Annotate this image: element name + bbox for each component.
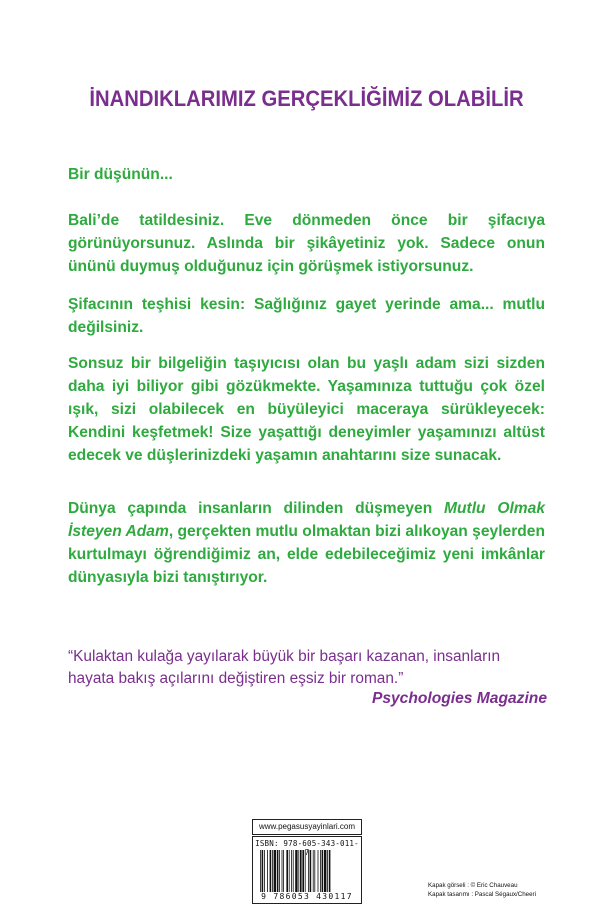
barcode-bar xyxy=(286,850,288,892)
barcode-bar xyxy=(267,850,268,892)
review-quote: “Kulaktan kulağa yayılarak büyük bir başarı kazanan, insanların hayata bakış açılarını değiştiren eşsiz bir roman.” xyxy=(68,648,501,687)
barcode-bar xyxy=(260,850,261,892)
barcode-bar xyxy=(283,850,284,892)
barcode-bar xyxy=(298,850,299,892)
barcode-bar xyxy=(282,850,283,892)
barcode-bar xyxy=(314,850,315,892)
barcode-bar xyxy=(305,850,306,892)
barcode-bar xyxy=(318,850,319,892)
barcode-bar xyxy=(320,850,321,892)
barcode-bar xyxy=(270,850,272,892)
barcode-bar xyxy=(324,850,326,892)
barcode-bar xyxy=(293,850,294,892)
summary-text-end: , gerçekten mutlu olmaktan bizi alıkoyan şeylerden kurtulmayı öğrendiğimiz an, elde edebileceğimiz yeni imkânlar dünyasıyla bizi tanıştırıyor. xyxy=(68,523,545,586)
paragraph-diagnosis: Şifacının teşhisi kesin: Sağlığınız gayet yerinde ama... mutlu değilsiniz. xyxy=(68,296,545,336)
paragraph-intro: Bir düşünün... xyxy=(68,166,173,183)
barcode-digits: 9 786053 430117 xyxy=(261,892,353,901)
barcode-bar xyxy=(310,850,312,892)
barcode-bar xyxy=(279,850,280,892)
barcode-bar xyxy=(329,850,331,892)
book-title: İNANDIKLARIMIZ GERÇEKLİĞİMİZ OLABİLİR xyxy=(89,86,524,111)
isbn-label: ISBN: 978-605-343-011-7 xyxy=(255,839,359,857)
barcode-box xyxy=(252,836,362,904)
paragraph-wise-man: Sonsuz bir bilgeliğin taşıyıcısı olan bu yaşlı adam sizi sizden daha iyi biliyor gibi gözükmekte. Yaşamınıza tuttuğu çok özel ışık, sizi olabilecek en büyüleyici maceraya sürükleyecek: Kendini keşfetmek! Size yaşattığı deneyimler yaşamınızı altüst edecek ve düşlerinizdeki yaşamın anahtarını size sunacak. xyxy=(68,355,545,464)
paragraph-bali: Bali’de tatildesiniz. Eve dönmeden önce bir şifacıya görünüyorsunuz. Aslında bir şikâyetiniz yok. Sadece onun ününü duymuş olduğunuz için görüşmek istiyorsunuz. xyxy=(68,212,545,275)
barcode-bar xyxy=(322,850,324,892)
publisher-website: www.pegasusyayinlari.com xyxy=(252,819,362,835)
barcode-bar xyxy=(289,850,290,892)
summary-text-start: Dünya çapında insanların dilinden düşmeyen xyxy=(68,500,444,517)
barcode-bar xyxy=(274,850,276,892)
quote-source: Psychologies Magazine xyxy=(371,690,547,707)
barcode-bar xyxy=(327,850,328,892)
barcode-bar xyxy=(313,850,314,892)
barcode-bars xyxy=(260,850,356,892)
cover-image-credit: Kapak görseli : © Eric Chauveau xyxy=(428,882,518,889)
barcode-bar xyxy=(302,850,304,892)
barcode-bar xyxy=(272,850,273,892)
barcode-bar xyxy=(264,850,265,892)
barcode-bar xyxy=(308,850,309,892)
barcode-bar xyxy=(262,850,264,892)
barcode-bar xyxy=(300,850,302,892)
cover-credits xyxy=(428,881,536,899)
barcode-bar xyxy=(295,850,297,892)
cover-design-credit: Kapak tasarımı : Pascal Ségaux/Cheeri xyxy=(428,891,536,898)
barcode-bar xyxy=(291,850,292,892)
book-name-italic: Mutlu Olmak İsteyen Adam xyxy=(68,500,545,540)
paragraph-summary xyxy=(68,497,545,589)
barcode-bar xyxy=(277,850,279,892)
